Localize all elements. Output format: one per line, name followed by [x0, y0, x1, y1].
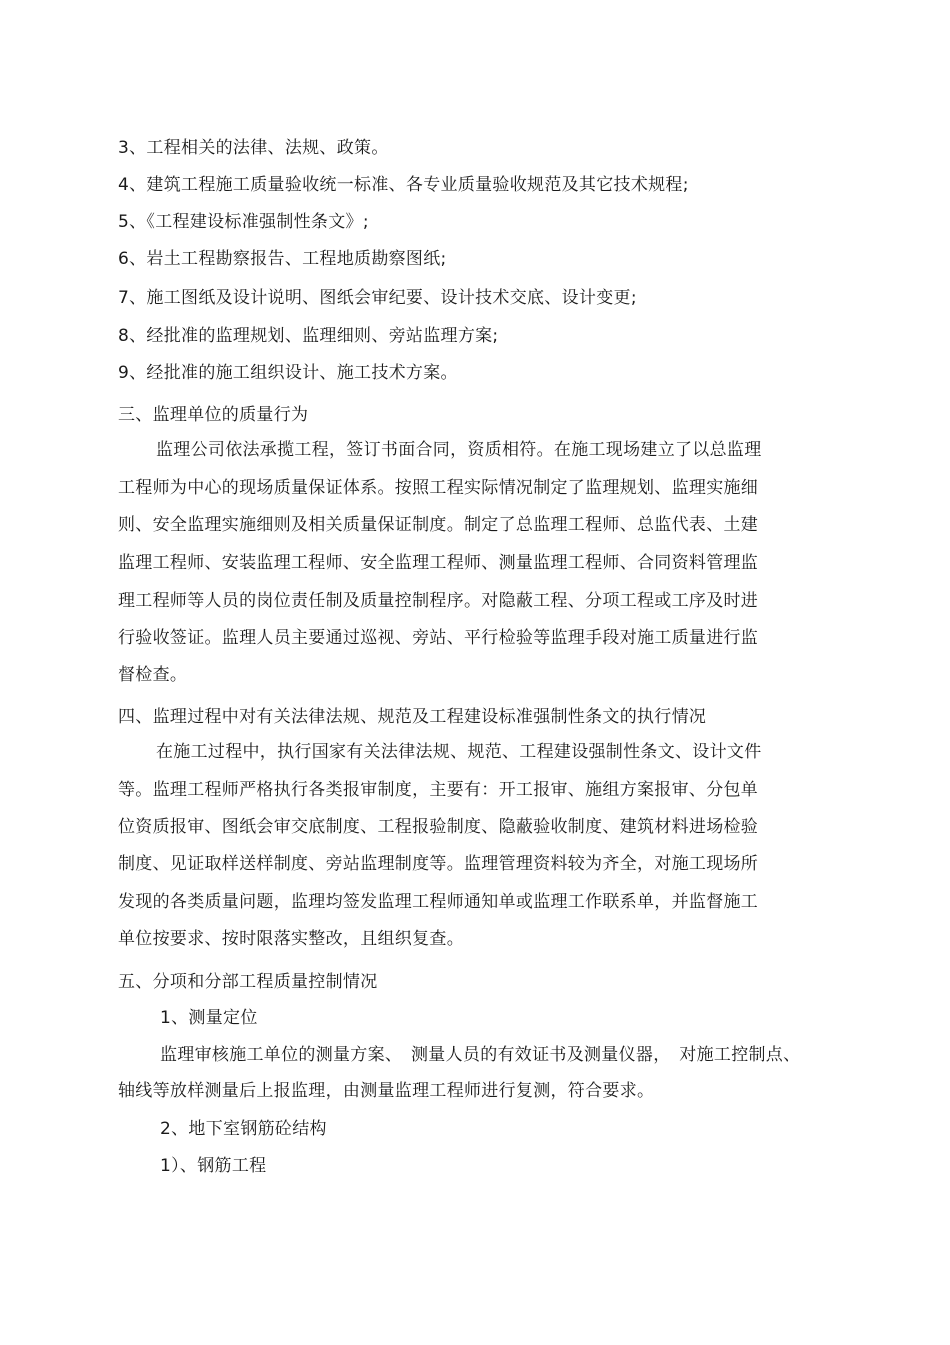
- paragraph-line: 工程师为中心的现场质量保证体系。按照工程实际情况制定了监理规划、监理实施细: [118, 478, 759, 498]
- paragraph-line: 监理公司依法承揽工程，签订书面合同，资质相符。在施工现场建立了以总监理: [156, 440, 762, 460]
- subsection-item: 1）、钢筋工程: [160, 1156, 267, 1176]
- paragraph-line: 发现的各类质量问题，监理均签发监理工程师通知单或监理工作联系单，并监督施工: [118, 892, 759, 912]
- list-item: 9、经批准的施工组织设计、施工技术方案。: [118, 363, 458, 383]
- list-item: 5、《工程建设标准强制性条文》;: [118, 212, 369, 232]
- subsection-title: 2、地下室钢筋砼结构: [160, 1119, 327, 1139]
- paragraph-line: 监理工程师、安装监理工程师、安全监理工程师、测量监理工程师、合同资料管理监: [118, 553, 759, 573]
- list-item: 4、建筑工程施工质量验收统一标准、各专业质量验收规范及其它技术规程;: [118, 175, 689, 195]
- paragraph-line: 单位按要求、按时限落实整改，且组织复查。: [118, 929, 464, 949]
- list-item: 8、经批准的监理规划、监理细则、旁站监理方案;: [118, 326, 499, 346]
- paragraph-line: 在施工过程中，执行国家有关法律法规、规范、工程建设强制性条文、设计文件: [156, 742, 762, 762]
- list-item: 7、施工图纸及设计说明、图纸会审纪要、设计技术交底、设计变更;: [118, 288, 637, 308]
- paragraph-line: 则、安全监理实施细则及相关质量保证制度。制定了总监理工程师、总监代表、土建: [118, 515, 759, 535]
- paragraph-line: 行验收签证。监理人员主要通过巡视、旁站、平行检验等监理手段对施工质量进行监: [118, 628, 759, 648]
- paragraph-line: 等。监理工程师严格执行各类报审制度，主要有：开工报审、施组方案报审、分包单: [118, 780, 759, 800]
- list-item: 6、岩土工程勘察报告、工程地质勘察图纸;: [118, 249, 447, 269]
- list-item: 3、工程相关的法律、法规、政策。: [118, 138, 389, 158]
- section-heading: 五、分项和分部工程质量控制情况: [118, 972, 378, 992]
- paragraph-line: 位资质报审、图纸会审交底制度、工程报验制度、隐蔽验收制度、建筑材料进场检验: [118, 817, 759, 837]
- paragraph-line: 督检查。: [118, 665, 188, 685]
- paragraph-line: 制度、见证取样送样制度、旁站监理制度等。监理管理资料较为齐全，对施工现场所: [118, 854, 759, 874]
- subsection-title: 1、测量定位: [160, 1008, 258, 1028]
- section-heading: 四、监理过程中对有关法律法规、规范及工程建设标准强制性条文的执行情况: [118, 707, 707, 727]
- paragraph-line: 理工程师等人员的岗位责任制及质量控制程序。对隐蔽工程、分项工程或工序及时进: [118, 591, 759, 611]
- paragraph-line: 监理审核施工单位的测量方案、 测量人员的有效证书及测量仪器， 对施工控制点、: [160, 1045, 801, 1065]
- paragraph-line: 轴线等放样测量后上报监理，由测量监理工程师进行复测，符合要求。: [118, 1081, 655, 1101]
- section-heading: 三、监理单位的质量行为: [118, 405, 309, 425]
